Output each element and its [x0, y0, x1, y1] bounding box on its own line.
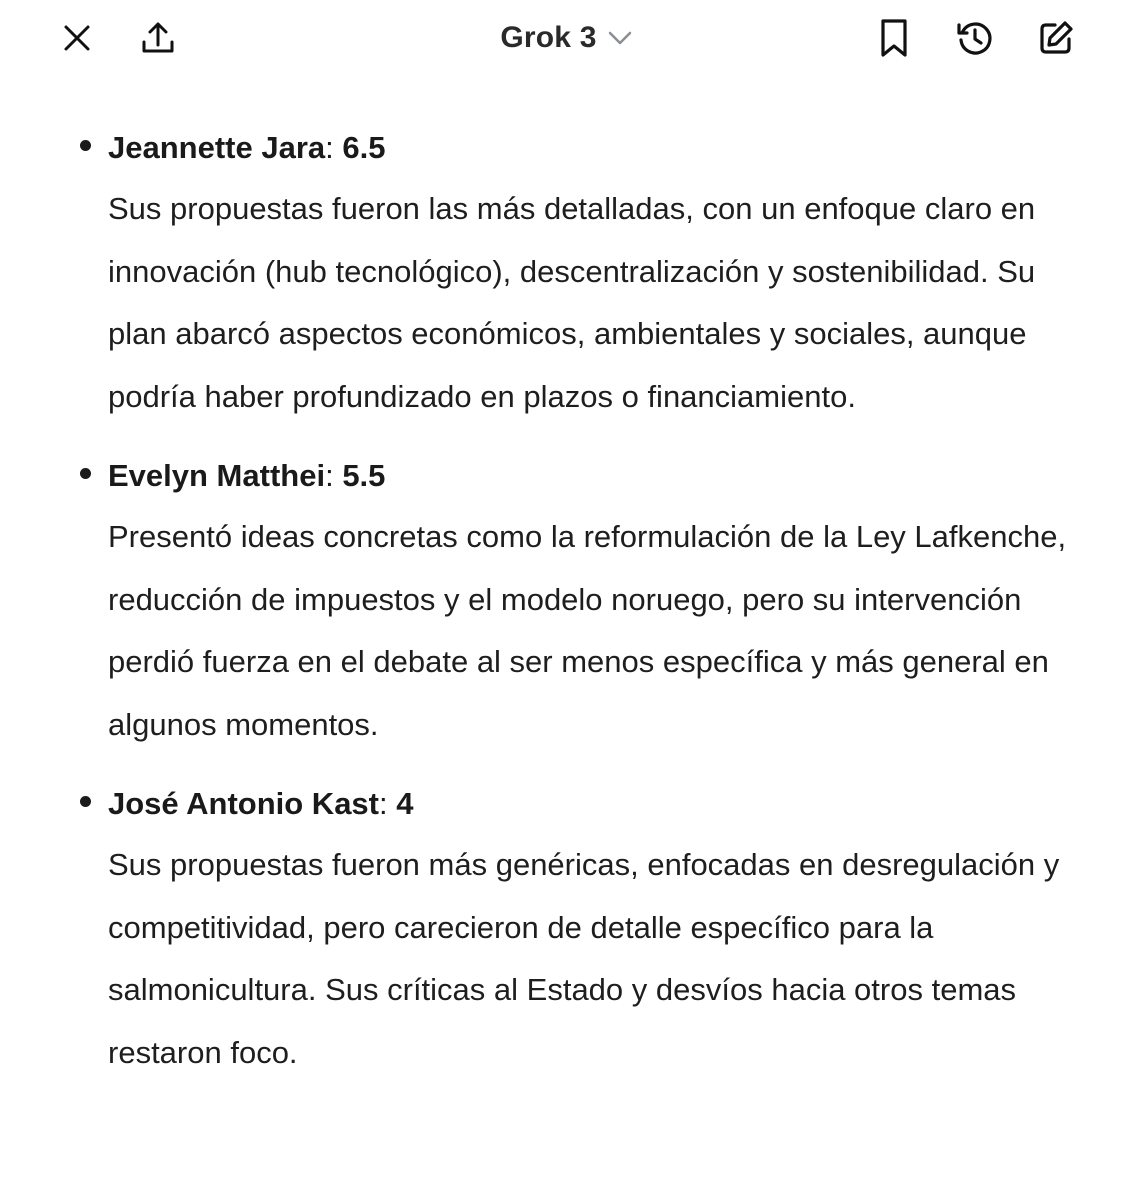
- item-heading: [108, 118, 1133, 178]
- candidate-name: José Antonio Kast: [108, 786, 379, 821]
- top-bar: [0, 0, 1133, 82]
- candidate-score: 4: [396, 786, 414, 821]
- bullet-icon: [80, 796, 91, 807]
- separator: :: [379, 786, 388, 821]
- item-description: Presentó ideas concretas como la reformulación de la Ley Lafkenche, reducción de impuestos y el modelo noruego, pero su intervención perdió fuerza en el debate al ser menos específica y más general en algunos momentos.: [108, 519, 1067, 742]
- history-button[interactable]: [951, 14, 999, 62]
- item-heading: [108, 446, 1133, 506]
- item-description: Sus propuestas fueron las más detalladas, con un enfoque claro en innovación (hub tecnológico), descentralización y sostenibilidad. Su plan abarcó aspectos económicos, ambientales y sociales, aunque podría haber profundizado en plazos o financiamiento.: [108, 191, 1036, 414]
- candidate-score: 5.5: [342, 458, 386, 493]
- history-icon: [955, 18, 995, 58]
- bullet-icon: [80, 140, 91, 151]
- bullet-icon: [80, 468, 91, 479]
- chevron-down-icon: [607, 30, 633, 46]
- message-content: [0, 118, 1133, 1084]
- candidate-score: 6.5: [342, 130, 386, 165]
- candidate-name: Evelyn Matthei: [108, 458, 326, 493]
- list-item: [0, 774, 1133, 1084]
- bookmark-button[interactable]: [870, 14, 918, 62]
- item-heading: [108, 774, 1133, 834]
- new-chat-icon: [1037, 19, 1075, 57]
- list-item: [0, 446, 1133, 756]
- list-item: [0, 118, 1133, 428]
- separator: :: [325, 458, 334, 493]
- bookmark-icon: [877, 18, 911, 58]
- item-description: Sus propuestas fueron más genéricas, enfocadas en desregulación y competitividad, pero carecieron de detalle específico para la salmonicultura. Sus críticas al Estado y desvíos hacia otros temas restaron foco.: [108, 847, 1060, 1070]
- separator: :: [325, 130, 334, 165]
- page-title: Grok 3: [500, 21, 597, 54]
- new-chat-button[interactable]: [1032, 14, 1080, 62]
- candidate-name: Jeannette Jara: [108, 130, 326, 165]
